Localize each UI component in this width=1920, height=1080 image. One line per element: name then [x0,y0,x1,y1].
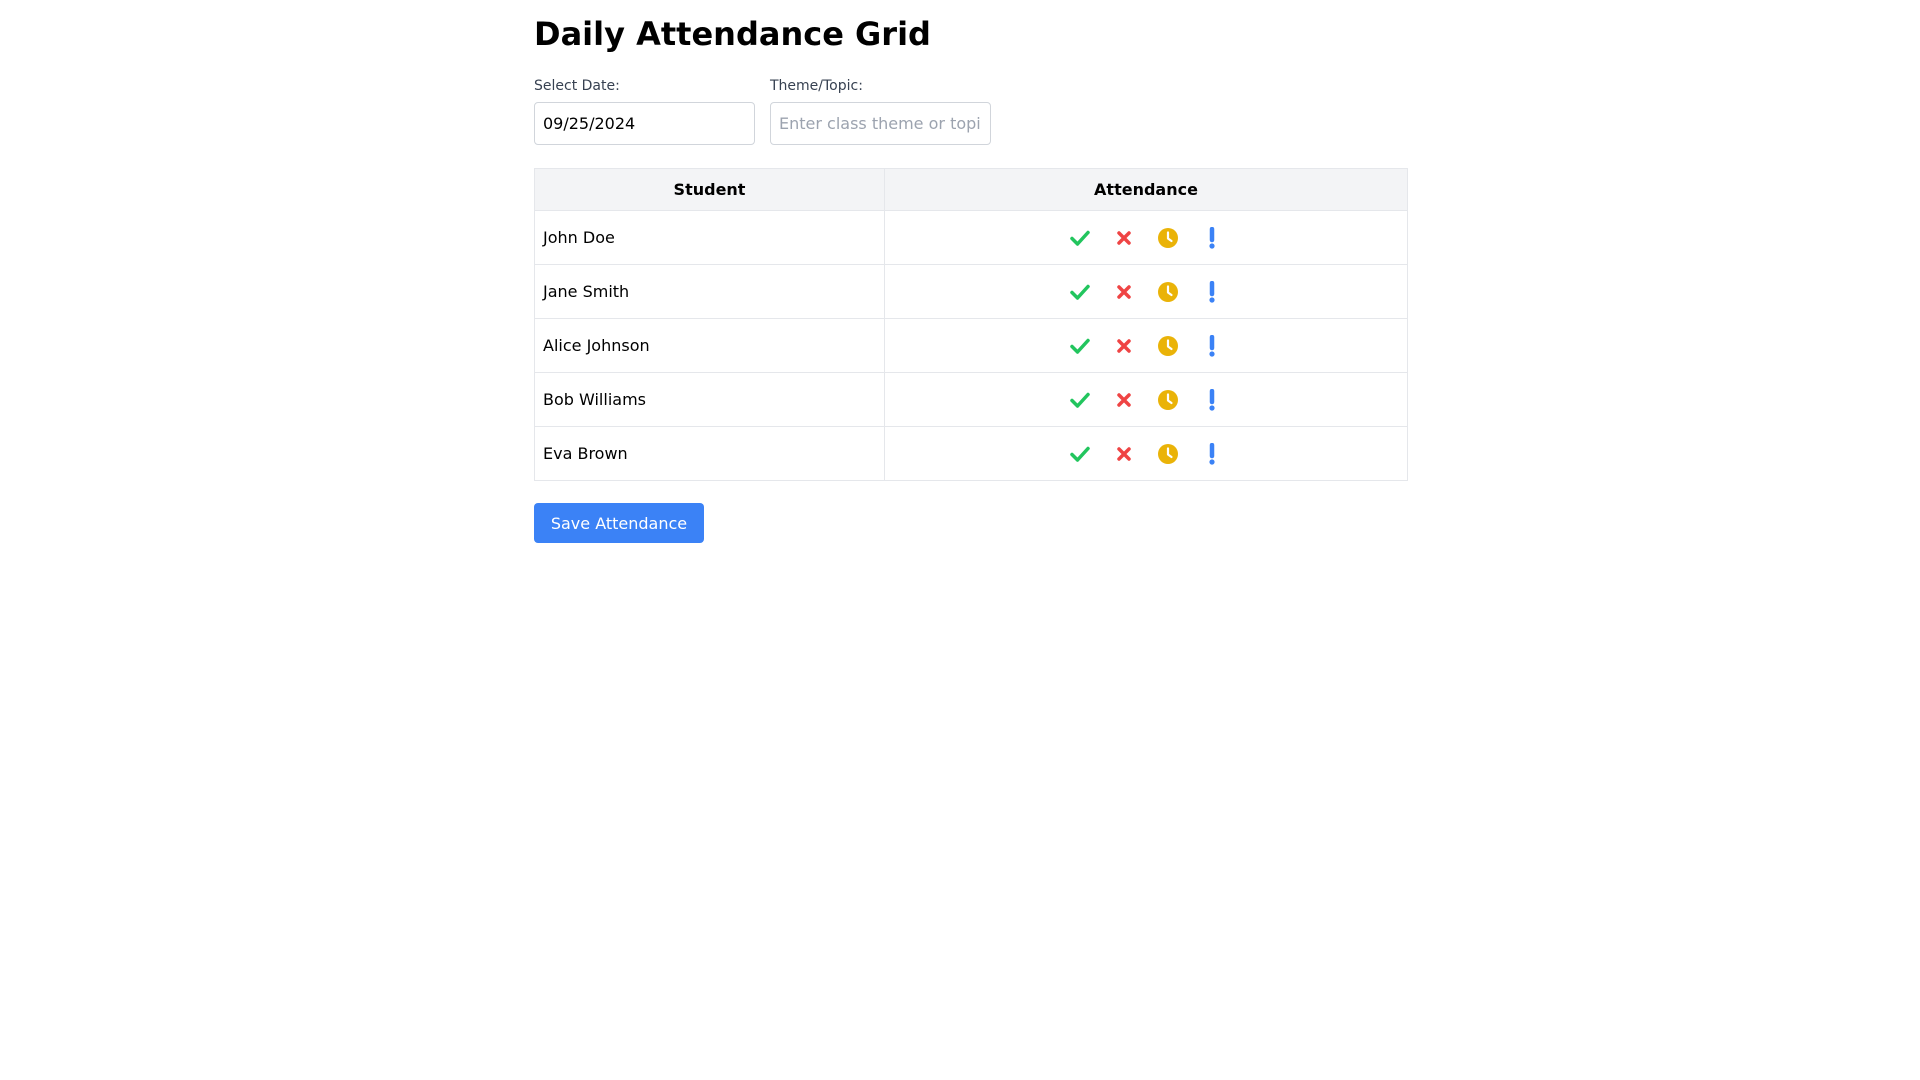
check-icon[interactable] [1068,334,1092,358]
date-input[interactable]: 09/25/2024 [534,102,755,145]
table-row [535,373,1408,427]
check-icon[interactable] [1068,280,1092,304]
clock-icon[interactable] [1156,334,1180,358]
table-row [535,319,1408,373]
exclamation-icon[interactable] [1200,280,1224,304]
attendance-cell [885,211,1408,265]
exclamation-icon[interactable] [1200,388,1224,412]
attendance-options [1068,280,1224,304]
table-row [535,265,1408,319]
attendance-cell [885,319,1408,373]
table-row [535,211,1408,265]
attendance-table [534,168,1408,481]
column-header-attendance: Attendance [885,169,1408,211]
table-header-row [535,169,1408,211]
column-header-student: Student [535,169,885,211]
clock-icon[interactable] [1156,388,1180,412]
student-name-cell: Eva Brown [535,427,885,481]
date-label: Select Date: [534,78,620,94]
clock-icon[interactable] [1156,280,1180,304]
check-icon[interactable] [1068,226,1092,250]
date-field-group [534,78,755,145]
student-name-cell: Alice Johnson [535,319,885,373]
check-icon[interactable] [1068,442,1092,466]
attendance-options [1068,388,1224,412]
clock-icon[interactable] [1156,442,1180,466]
exclamation-icon[interactable] [1200,226,1224,250]
table-row [535,427,1408,481]
clock-icon[interactable] [1156,226,1180,250]
exclamation-icon[interactable] [1200,334,1224,358]
x-icon[interactable] [1112,388,1136,412]
theme-field-group [770,78,991,145]
x-icon[interactable] [1112,334,1136,358]
theme-input[interactable] [770,102,991,145]
x-icon[interactable] [1112,280,1136,304]
attendance-options [1068,334,1224,358]
student-name-cell: Bob Williams [535,373,885,427]
theme-label: Theme/Topic: [770,78,863,94]
x-icon[interactable] [1112,442,1136,466]
student-name-cell: Jane Smith [535,265,885,319]
attendance-cell [885,373,1408,427]
attendance-options [1068,226,1224,250]
page-title: Daily Attendance Grid [534,15,931,53]
attendance-cell [885,427,1408,481]
attendance-options [1068,442,1224,466]
save-attendance-button[interactable]: Save Attendance [534,503,704,543]
exclamation-icon[interactable] [1200,442,1224,466]
check-icon[interactable] [1068,388,1092,412]
student-name-cell: John Doe [535,211,885,265]
x-icon[interactable] [1112,226,1136,250]
attendance-cell [885,265,1408,319]
